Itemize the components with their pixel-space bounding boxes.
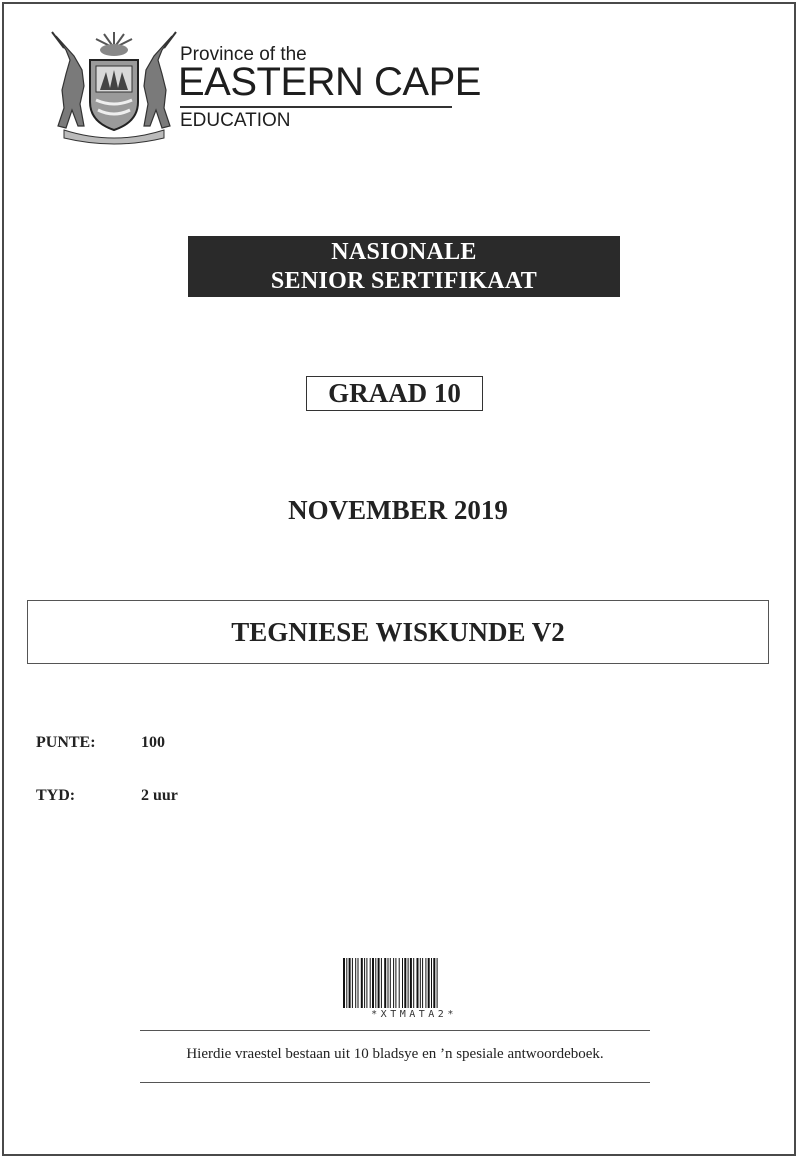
exam-date: NOVEMBER 2019 xyxy=(288,495,508,525)
marks-label: PUNTE: xyxy=(36,734,96,751)
nsc-banner xyxy=(188,236,620,297)
barcode-text: *XTMATA2* xyxy=(371,1009,457,1020)
barcode-graphic xyxy=(343,958,485,1010)
page-count-note: Hierdie vraestel bestaan uit 10 bladsye en ’n spesiale antwoordeboek. xyxy=(186,1046,604,1062)
grade-label: GRAAD 10 xyxy=(306,376,483,411)
time-value: 2 uur xyxy=(141,787,178,804)
marks-value: 100 xyxy=(141,734,165,751)
logo-eastern-cape-line: EASTERN CAPE xyxy=(178,60,481,104)
eastern-cape-education-logo xyxy=(44,30,481,146)
time-label: TYD: xyxy=(36,787,76,804)
footer-top-rule xyxy=(140,1030,650,1031)
footer-bottom-rule xyxy=(140,1082,650,1083)
logo-education-line: EDUCATION xyxy=(180,110,291,131)
logo-divider xyxy=(180,106,452,108)
coat-of-arms-icon xyxy=(44,30,184,146)
subject-title: TEGNIESE WISKUNDE V2 xyxy=(27,600,769,664)
banner-line-2: SENIOR SERTIFIKAAT xyxy=(270,268,538,294)
logo-province-line: Province of the xyxy=(180,44,307,65)
banner-line-1: NASIONALE xyxy=(331,239,477,265)
